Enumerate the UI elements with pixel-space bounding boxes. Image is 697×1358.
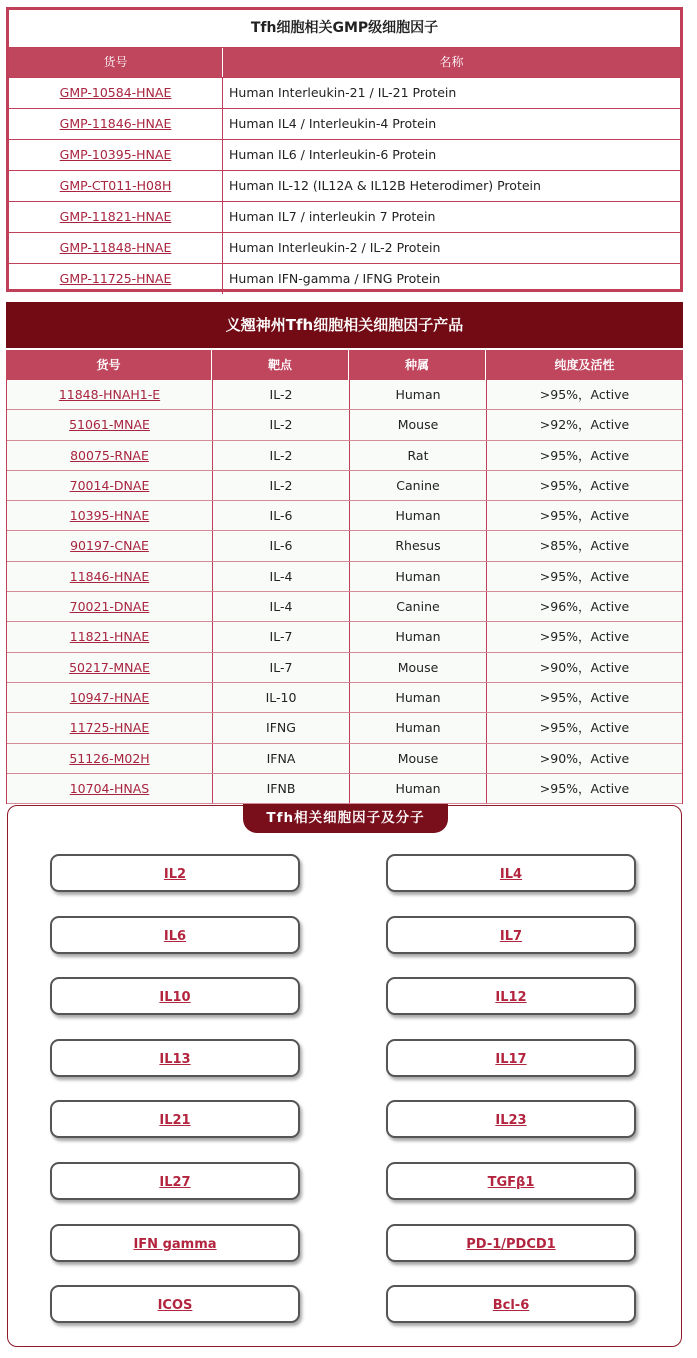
product-table [6,302,683,804]
table-row [7,380,682,410]
code-cell [9,233,223,263]
molecule-button-label: IL7 [499,928,523,944]
product-code-link[interactable]: GMP-10395-HNAE [59,147,172,162]
purity-cell: >96%，Active [486,592,682,621]
product-code-link[interactable]: GMP-11848-HNAE [59,240,172,255]
molecule-button[interactable] [386,854,636,892]
species-cell: Human [349,622,486,651]
table-row [7,653,682,683]
table-row [7,501,682,531]
target-cell: IL-2 [212,441,349,470]
table-row [7,774,682,804]
molecule-button-label: IL23 [495,1113,527,1129]
product-name: Human IL6 / Interleukin-6 Protein [229,147,437,162]
species-cell: Canine [349,592,486,621]
target-cell: IL-2 [212,410,349,439]
target-cell: IL-4 [212,562,349,591]
product-table-header [6,350,683,380]
product-code-link[interactable]: 80075-RNAE [70,447,149,463]
purity-cell: >95%，Active [486,774,682,803]
molecule-button[interactable] [386,1162,636,1200]
purity-cell: >95%，Active [486,713,682,742]
product-code-link[interactable]: GMP-11821-HNAE [59,209,172,224]
molecule-button-label: IL10 [159,990,191,1006]
molecule-button[interactable] [386,1100,636,1138]
code-cell [7,562,212,591]
molecule-button-label: IL12 [495,990,527,1006]
purity-cell: >95%，Active [486,441,682,470]
target-cell: IL-7 [212,653,349,682]
code-cell [9,202,223,232]
product-table-body [6,380,683,804]
code-cell [7,380,212,409]
product-table-title: 义翘神州Tfh细胞相关细胞因子产品 [6,302,683,348]
product-code-link[interactable]: 10395-HNAE [69,508,150,524]
table-row [7,531,682,561]
species-cell: Human [349,380,486,409]
molecule-panel [7,805,682,1347]
species-cell: Human [349,501,486,530]
product-name: Human IL4 / Interleukin-4 Protein [229,116,437,131]
purity-cell: >95%，Active [486,562,682,591]
header-name: 名称 [439,55,464,69]
product-code-link[interactable]: 50217-MNAE [69,659,150,675]
species-cell: Canine [349,471,486,500]
table-row [7,713,682,743]
header-code: 货号 [96,358,121,372]
molecule-button-label: IL6 [163,928,187,944]
product-code-link[interactable]: 10947-HNAE [69,689,150,705]
species-cell: Human [349,774,486,803]
molecule-button[interactable] [50,916,300,954]
code-cell [9,140,223,170]
target-cell: IL-2 [212,471,349,500]
molecule-button[interactable] [50,1039,300,1077]
code-cell [7,471,212,500]
table-row [9,201,680,232]
code-cell [9,264,223,294]
molecule-button[interactable] [386,916,636,954]
molecule-button[interactable] [50,1100,300,1138]
code-cell [7,683,212,712]
table-row [9,170,680,201]
header-species: 种属 [348,350,485,380]
code-cell [9,171,223,201]
table-row [9,139,680,170]
product-code-link[interactable]: 51126-M02H [69,750,150,766]
code-cell [7,531,212,560]
code-cell [7,592,212,621]
purity-cell: >92%，Active [486,410,682,439]
molecule-button-label: IL27 [159,1175,191,1190]
molecule-panel-title: Tfh相关细胞因子及分子 [243,804,448,833]
product-code-link[interactable]: GMP-11725-HNAE [59,271,172,286]
target-cell: IFNG [212,713,349,742]
purity-cell: >95%，Active [486,471,682,500]
molecule-button[interactable] [50,977,300,1015]
molecule-button-label: PD-1/PDCD1 [466,1236,556,1252]
species-cell: Human [349,713,486,742]
molecule-button-label: IL21 [159,1113,191,1129]
molecule-button[interactable] [386,977,636,1015]
product-name: Human IL7 / interleukin 7 Protein [229,209,436,224]
molecule-button-label: TGFβ1 [487,1175,535,1190]
molecule-button-label: ICOS [157,1298,193,1314]
species-cell: Mouse [349,653,486,682]
species-cell: Rhesus [349,531,486,560]
header-code: 货号 [9,48,223,77]
molecule-button-label: IL2 [163,867,187,882]
molecule-button-label: Bcl-6 [492,1298,530,1314]
target-cell: IL-6 [212,501,349,530]
target-cell: IL-7 [212,622,349,651]
target-cell: IL-6 [212,531,349,560]
gmp-cytokine-table [6,7,683,292]
product-code-link[interactable]: 11821-HNAE [69,629,150,645]
product-code-link[interactable]: 70014-DNAE [69,477,150,493]
molecule-button[interactable] [50,1162,300,1200]
purity-cell: >85%，Active [486,531,682,560]
header-purity: 纯度及活性 [485,350,683,380]
code-cell [7,653,212,682]
product-name: Human Interleukin-2 / IL-2 Protein [229,240,441,255]
table-row [9,263,680,294]
gmp-table-header [9,48,680,77]
product-code-link[interactable]: 10704-HNAS [69,780,150,796]
molecule-button[interactable] [50,854,300,892]
table-row [7,471,682,501]
product-code-link[interactable]: 11846-HNAE [69,568,150,584]
target-cell: IL-4 [212,592,349,621]
molecule-button[interactable] [386,1224,636,1262]
purity-cell: >95%，Active [486,622,682,651]
species-cell: Human [349,683,486,712]
molecule-button-label: IFN gamma [133,1236,217,1252]
table-row [9,108,680,139]
gmp-table-body [9,77,680,294]
purity-cell: >95%，Active [486,501,682,530]
table-row [7,592,682,622]
target-cell: IL-2 [212,380,349,409]
molecule-button[interactable] [386,1039,636,1077]
molecule-button-label: IL4 [499,867,523,882]
code-cell [7,774,212,803]
product-code-link[interactable]: GMP-10584-HNAE [59,85,172,100]
code-cell [7,410,212,439]
species-cell: Rat [349,441,486,470]
table-row [7,683,682,713]
purity-cell: >90%，Active [486,653,682,682]
product-code-link[interactable]: GMP-11846-HNAE [59,116,172,131]
product-name: Human IFN-gamma / IFNG Protein [229,271,441,286]
code-cell [7,622,212,651]
table-row [7,744,682,774]
molecule-button[interactable] [386,1285,636,1323]
species-cell: Mouse [349,410,486,439]
code-cell [7,744,212,773]
code-cell [9,109,223,139]
purity-cell: >95%，Active [486,380,682,409]
product-code-link[interactable]: 70021-DNAE [69,599,150,615]
code-cell [7,441,212,470]
purity-cell: >95%，Active [486,683,682,712]
table-row [7,562,682,592]
table-row [7,441,682,471]
molecule-button-label: IL17 [495,1051,527,1067]
code-cell [7,713,212,742]
product-code-link[interactable]: 90197-CNAE [70,538,149,554]
product-code-link[interactable]: 51061-MNAE [69,417,150,433]
gmp-table-title: Tfh细胞相关GMP级细胞因子 [9,10,680,48]
code-cell [7,501,212,530]
table-row [7,410,682,440]
purity-cell: >90%，Active [486,744,682,773]
header-target: 靶点 [211,350,348,380]
molecule-button-label: IL13 [159,1051,191,1067]
table-row [7,622,682,652]
product-name: Human IL-12 (IL12A & IL12B Heterodimer) Protein [229,178,541,193]
target-cell: IFNB [212,774,349,803]
product-code-link[interactable]: GMP-CT011-H08H [59,178,172,193]
product-code-link[interactable]: 11848-HNAH1-E [58,387,161,402]
molecule-button[interactable] [50,1224,300,1262]
target-cell: IFNA [212,744,349,773]
species-cell: Human [349,562,486,591]
species-cell: Mouse [349,744,486,773]
product-name: Human Interleukin-21 / IL-21 Protein [229,85,457,100]
target-cell: IL-10 [212,683,349,712]
code-cell [9,78,223,108]
table-row [9,232,680,263]
product-code-link[interactable]: 11725-HNAE [69,720,150,736]
table-row [9,77,680,108]
molecule-button[interactable] [50,1285,300,1323]
